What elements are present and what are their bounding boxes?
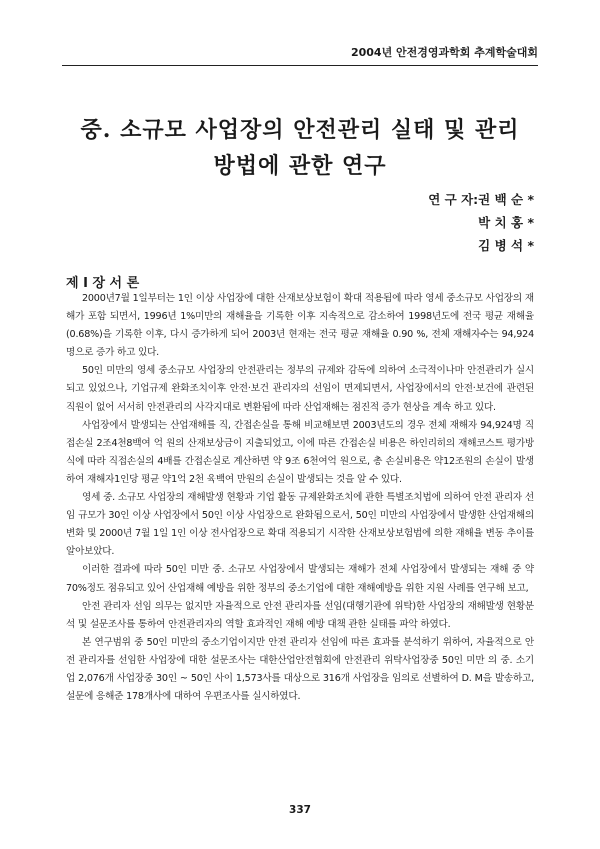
author-1: 연 구 자:권 백 순 * — [428, 192, 534, 207]
paragraph: 본 연구범위 중 50인 미만의 중소기업이지만 안전 관리자 선임에 따른 효과를 분석하기 위하여, 자율적으로 안전 관리자를 선임한 사업장에 대한 설문조사는 대한산업안전협회에 안전관리 위탁사업장중 50인 미만 의 중. 소기업 2,076개 사업장중 30인 ~ 50인 사이 1,573사를 대상으로 316개 사업장을 임의로 선별하여 D. M을 발송하고, 설문에 응해준 178개사에 대하여 우편조사를 실시하였다. — [66, 636, 534, 703]
page-number: 337 — [289, 804, 311, 816]
paragraph: 이러한 결과에 따라 50인 미만 중. 소규모 사업장에서 발생되는 재해가 전체 사업장에서 발생되는 재해 중 약 70%정도 점유되고 있어 산업재해 예방을 위한 정부의 중소기업에 대한 재해예방을 위한 지원 사례를 연구해 보고, — [66, 564, 534, 594]
paragraph: 50인 미만의 영세 중소규모 사업장의 안전관리는 정부의 규제와 감독에 의하여 소극적이나마 안전관리가 실시되고 있었으나, 기업규제 완화조치이후 안전·보건 관리자의 선임이 면제되면서, 사업장에서의 안전·보건에 관련된 직원이 없어 서서히 안전관리의 사각지대로 변환됨에 따라 산업재해는 점진적 증가 현상을 계속 하고 있다. — [66, 365, 534, 413]
conference-header: 2004년 안전경영과학회 추계학술대회 — [62, 44, 538, 66]
section-heading: 제 I 장 서 론 — [66, 276, 140, 291]
body-text — [66, 290, 534, 706]
paper-title-line-2: 방법에 관한 연구 — [213, 153, 387, 179]
author-2: 박 치 홍 * — [478, 215, 534, 230]
paragraph: 사업장에서 발생되는 산업재해를 직, 간접손실을 통해 비교해보면 2003년도의 경우 전체 재해자 94,924명 직접손실 2조4천8백여 억 원의 산재보상금이 지출되었고, 이에 따른 간접손실 비용은 하인리히의 재해코스트 평가방식에 따라 직접손실의 4배를 간접손실로 계산하면 약 9조 6천여억 원으로, 총 손실비용은 약12조원의 손실이 발생하여 재해자1인당 평균 약1억 2천 육백여 만원의 손실이 발생되는 것을 알 수 있다. — [66, 419, 534, 485]
paper-title-line-1: 중. 소규모 사업장의 안전관리 실태 및 관리 — [80, 117, 520, 143]
paper-title — [62, 112, 538, 184]
paragraph: 2000년7월 1일부터는 1인 이상 사업장에 대한 산재보상보험이 확대 적용됨에 따라 영세 중소규모 사업장의 재해가 포함 되면서, 1996년 1%미만의 재해율을 기록한 이후 지속적으로 감소하여 1998년도에 전국 평균 재해율(0.68%)을 기록한 이후, 다시 증가하게 되어 2003년 현재는 전국 평균 재해율 0.90 %, 전체 재해자수는 94,924명으로 증가 하고 있다. — [66, 293, 534, 359]
paragraph: 안전 관리자 선임 의무는 없지만 자율적으로 안전 관리자를 선임(대행기관에 위탁)한 사업장의 재해발생 현황분석 및 설문조사를 통하여 안전관리자의 역할 효과적인 재해 예방 대책 관한 실태를 파악 하였다. — [66, 600, 534, 630]
author-3: 김 병 석 * — [478, 238, 534, 253]
paragraph: 영세 중. 소규모 사업장의 재해발생 현황과 기업 활동 규제완화조치에 관한 특별조치법에 의하여 안전 관리자 선임 규모가 30인 이상 사업장에서 50인 이상 사업장으로 완화됨으로서, 50인 미만의 사업장에서 발생한 산업재해의 변화 및 2000년 7월 1일 1인 이상 전사업장으로 확대 적용되기 시작한 산재보상보험법에 의한 재해율 변동 추이를 알아보았다. — [66, 492, 534, 558]
author-list — [428, 188, 534, 257]
